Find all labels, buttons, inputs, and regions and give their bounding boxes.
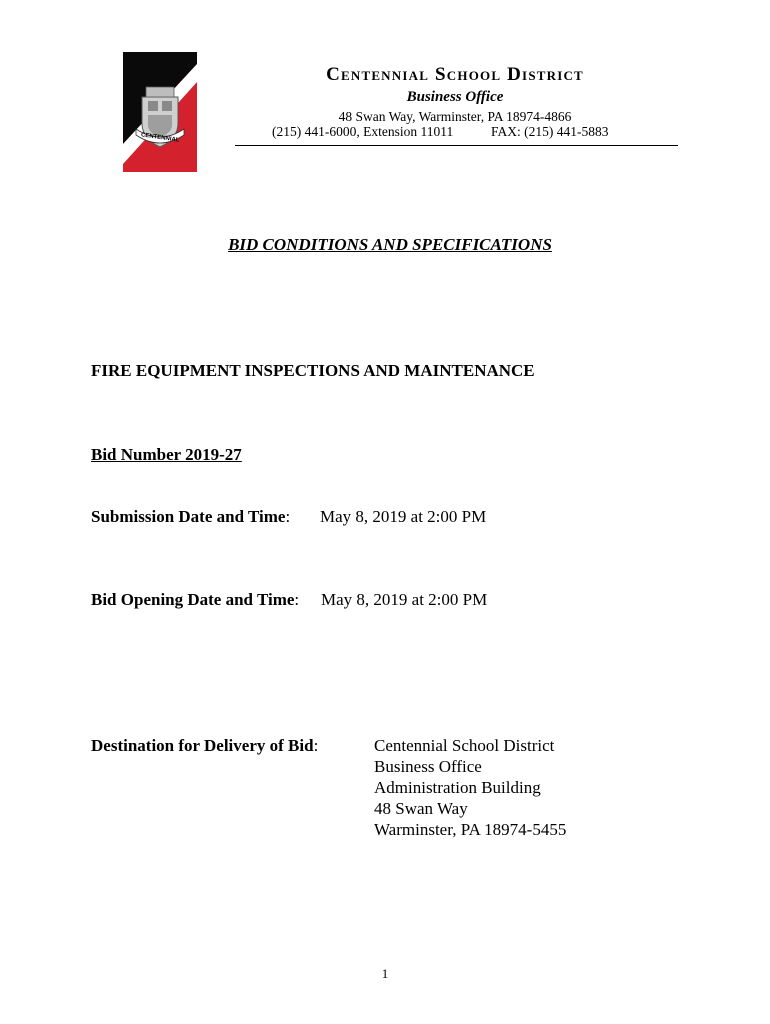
destination-line: Administration Building bbox=[374, 778, 541, 797]
bid-subject: FIRE EQUIPMENT INSPECTIONS AND MAINTENANCE bbox=[91, 361, 535, 380]
destination-address bbox=[374, 735, 566, 840]
destination-line: Warminster, PA 18974-5455 bbox=[374, 820, 567, 839]
page-number: 1 bbox=[381, 966, 389, 981]
submission-value: May 8, 2019 at 2:00 PM bbox=[320, 507, 487, 526]
centennial-crest-icon bbox=[123, 52, 197, 172]
district-address: 48 Swan Way, Warminster, PA 18974-4866 bbox=[338, 109, 572, 124]
destination-line: Centennial School District bbox=[374, 736, 555, 755]
letterhead-divider bbox=[235, 145, 678, 146]
opening-label: Bid Opening Date and Time: bbox=[91, 590, 300, 609]
destination-line: 48 Swan Way bbox=[374, 799, 468, 818]
bid-number: Bid Number 2019-27 bbox=[91, 445, 242, 464]
document-title: BID CONDITIONS AND SPECIFICATIONS bbox=[228, 235, 552, 254]
destination-line: Business Office bbox=[374, 757, 482, 776]
office-name: Business Office bbox=[406, 89, 504, 105]
district-phone: (215) 441-6000, Extension 11011 bbox=[272, 124, 454, 139]
destination-label: Destination for Delivery of Bid: bbox=[91, 736, 319, 755]
district-logo bbox=[123, 52, 197, 172]
submission-label: Submission Date and Time: bbox=[91, 507, 291, 526]
opening-value: May 8, 2019 at 2:00 PM bbox=[321, 590, 488, 609]
district-fax: FAX: (215) 441-5883 bbox=[491, 124, 609, 139]
logo-wordmark: CENTENNIAL bbox=[140, 132, 180, 144]
district-name: Centennial School District bbox=[326, 64, 584, 85]
